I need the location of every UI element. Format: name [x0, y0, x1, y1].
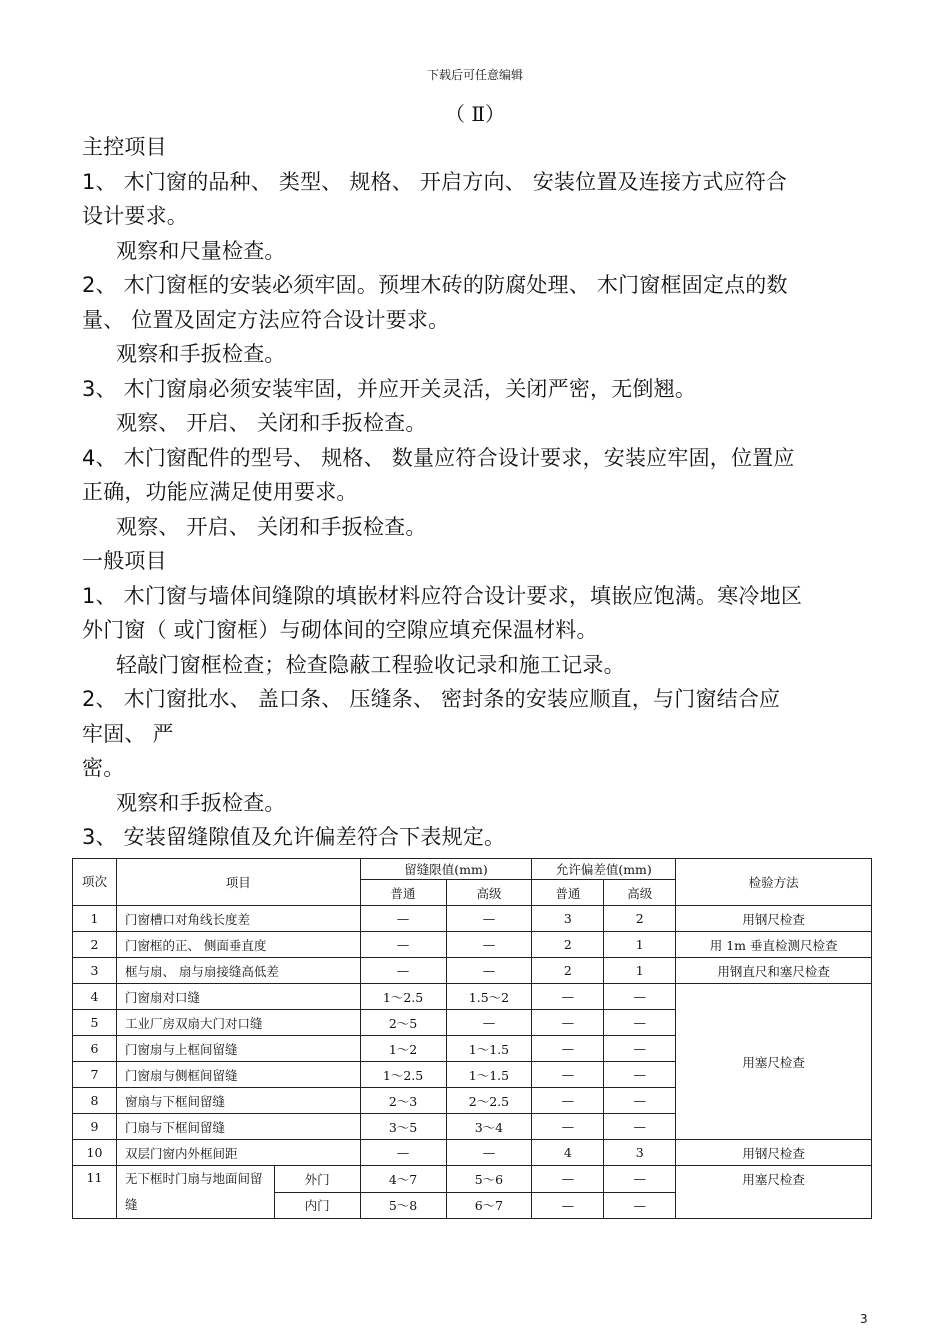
document-body [82, 130, 872, 855]
header-note: 下载后可任意编辑 [426, 68, 523, 82]
paragraph-line: 4、 木门窗配件的型号、 规格、 数量应符合设计要求，安装应牢固，位置应 [82, 445, 795, 470]
paragraph-line: 密。 [82, 756, 125, 780]
row-item: 框与扇、 扇与扇接缝高低差 [116, 958, 360, 984]
gap-high: — [446, 1010, 532, 1036]
row-item: 门窗框的正、 侧面垂直度 [116, 932, 360, 958]
table-row [73, 1166, 872, 1193]
paragraph-line: 量、 位置及固定方法应符合设计要求。 [82, 307, 450, 332]
dev-normal: 2 [532, 958, 604, 984]
row-no: 3 [73, 958, 117, 984]
gap-high: — [446, 906, 532, 932]
row-no: 4 [73, 984, 117, 1010]
header-high: 高级 [604, 880, 676, 906]
header-method: 检验方法 [676, 859, 872, 906]
row-item: 门窗扇对口缝 [116, 984, 360, 1010]
row-no: 7 [73, 1062, 117, 1088]
header-high: 高级 [446, 880, 532, 906]
table-row [73, 984, 872, 1010]
dev-high: 2 [604, 906, 676, 932]
gap-normal: — [360, 958, 446, 984]
table-row [73, 958, 872, 984]
header-normal: 普通 [360, 880, 446, 906]
paragraph-line: 设计要求。 [82, 204, 188, 228]
dev-normal: — [532, 1114, 604, 1140]
paragraph-line: 2、 木门窗框的安装必须牢固。预埋木砖的防腐处理、 木门窗框固定点的数 [82, 273, 788, 297]
row-no: 11 [73, 1166, 117, 1219]
dev-normal: — [532, 1192, 604, 1219]
paragraph-line: 1、 木门窗与墙体间缝隙的填嵌材料应符合设计要求，填嵌应饱满。寒冷地区 [82, 583, 803, 608]
heading-general: 一般项目 [82, 549, 167, 573]
sub-item-label: 外门 [274, 1166, 360, 1193]
gap-normal: 3～5 [360, 1114, 446, 1140]
row-item: 门窗槽口对角线长度差 [116, 906, 360, 932]
page-number: 3 [860, 1312, 868, 1326]
dev-high: 3 [604, 1140, 676, 1166]
dev-normal: — [532, 1062, 604, 1088]
heading-main-control: 主控项目 [82, 135, 167, 159]
inspection-method: 观察、 开启、 关闭和手扳检查。 [116, 411, 427, 435]
gap-normal: — [360, 1140, 446, 1166]
gap-high: 2～2.5 [446, 1088, 532, 1114]
gap-normal: 1～2 [360, 1036, 446, 1062]
row-item: 无下框时门扇与地面间留缝 [116, 1166, 274, 1219]
gap-high: 6～7 [446, 1192, 532, 1219]
header-item: 项目 [116, 859, 360, 906]
table-row [73, 906, 872, 932]
gap-normal: 1～2.5 [360, 984, 446, 1010]
header-deviation: 允许偏差值(mm) [532, 859, 676, 880]
row-item: 门窗扇与上框间留缝 [116, 1036, 360, 1062]
row-no: 5 [73, 1010, 117, 1036]
row-method: 用塞尺检查 [676, 1166, 872, 1219]
dev-high: 1 [604, 932, 676, 958]
header-item-no: 项次 [73, 859, 117, 906]
row-method: 用钢尺检查 [676, 906, 872, 932]
sub-item-label: 内门 [274, 1192, 360, 1219]
row-item: 工业厂房双扇大门对口缝 [116, 1010, 360, 1036]
inspection-method: 观察、 开启、 关闭和手扳检查。 [116, 514, 427, 539]
header-gap-limit: 留缝限值(mm) [360, 859, 532, 880]
dev-high: — [604, 1114, 676, 1140]
gap-normal: 2～3 [360, 1088, 446, 1114]
dev-normal: — [532, 1010, 604, 1036]
section-mark: （ Ⅱ） [445, 102, 505, 126]
paragraph-line: 3、 木门窗扇必须安装牢固，并应开关灵活，关闭严密，无倒翘。 [82, 376, 697, 401]
dev-high: 1 [604, 958, 676, 984]
gap-normal: — [360, 932, 446, 958]
row-item: 窗扇与下框间留缝 [116, 1088, 360, 1114]
dev-normal: — [532, 1166, 604, 1193]
gap-high: — [446, 1140, 532, 1166]
gap-high: — [446, 932, 532, 958]
paragraph-line: 正确，功能应满足使用要求。 [82, 480, 358, 504]
row-method: 用 1m 垂直检测尺检查 [676, 932, 872, 958]
gap-normal: 4～7 [360, 1166, 446, 1193]
row-no: 8 [73, 1088, 117, 1114]
inspection-method: 观察和手扳检查。 [116, 790, 286, 815]
gap-high: — [446, 958, 532, 984]
gap-high: 1.5～2 [446, 984, 532, 1010]
dev-normal: — [532, 984, 604, 1010]
merged-method: 用塞尺检查 [676, 984, 872, 1140]
dev-high: — [604, 1062, 676, 1088]
gap-normal: 1～2.5 [360, 1062, 446, 1088]
dev-high: — [604, 1166, 676, 1193]
inspection-method: 观察和尺量检查。 [116, 238, 286, 263]
dev-high: — [604, 1192, 676, 1219]
row-method: 用钢尺检查 [676, 1140, 872, 1166]
row-item: 门扇与下框间留缝 [116, 1114, 360, 1140]
row-method: 用钢直尺和塞尺检查 [676, 958, 872, 984]
dev-normal: 4 [532, 1140, 604, 1166]
paragraph-line: 3、 安装留缝隙值及允许偏差符合下表规定。 [82, 825, 506, 849]
dev-high: — [604, 1088, 676, 1114]
gap-high: 1～1.5 [446, 1036, 532, 1062]
row-no: 10 [73, 1140, 117, 1166]
dev-high: — [604, 1010, 676, 1036]
paragraph-line: 外门窗（ 或门窗框）与砌体间的空隙应填充保温材料。 [82, 618, 598, 642]
gap-high: 1～1.5 [446, 1062, 532, 1088]
row-item: 双层门窗内外框间距 [116, 1140, 360, 1166]
row-no: 6 [73, 1036, 117, 1062]
row-no: 2 [73, 932, 117, 958]
dev-high: — [604, 1036, 676, 1062]
dev-normal: — [532, 1088, 604, 1114]
paragraph-line: 1、 木门窗的品种、 类型、 规格、 开启方向、 安装位置及连接方式应符合 [82, 169, 788, 194]
gap-normal: — [360, 906, 446, 932]
row-no: 1 [73, 906, 117, 932]
tolerance-table [72, 858, 872, 1219]
table-row [73, 1140, 872, 1166]
table-row [73, 932, 872, 958]
header-normal: 普通 [532, 880, 604, 906]
gap-normal: 2～5 [360, 1010, 446, 1036]
row-item: 门窗扇与侧框间留缝 [116, 1062, 360, 1088]
paragraph-line: 牢固、 严 [82, 721, 174, 746]
dev-normal: 2 [532, 932, 604, 958]
gap-normal: 5～8 [360, 1192, 446, 1219]
dev-high: — [604, 984, 676, 1010]
gap-high: 3～4 [446, 1114, 532, 1140]
paragraph-line: 2、 木门窗批水、 盖口条、 压缝条、 密封条的安装应顺直，与门窗结合应 [82, 687, 781, 711]
dev-normal: 3 [532, 906, 604, 932]
row-no: 9 [73, 1114, 117, 1140]
dev-normal: — [532, 1036, 604, 1062]
gap-high: 5～6 [446, 1166, 532, 1193]
inspection-method: 轻敲门窗框检查；检查隐蔽工程验收记录和施工记录。 [116, 652, 625, 677]
inspection-method: 观察和手扳检查。 [116, 342, 286, 366]
